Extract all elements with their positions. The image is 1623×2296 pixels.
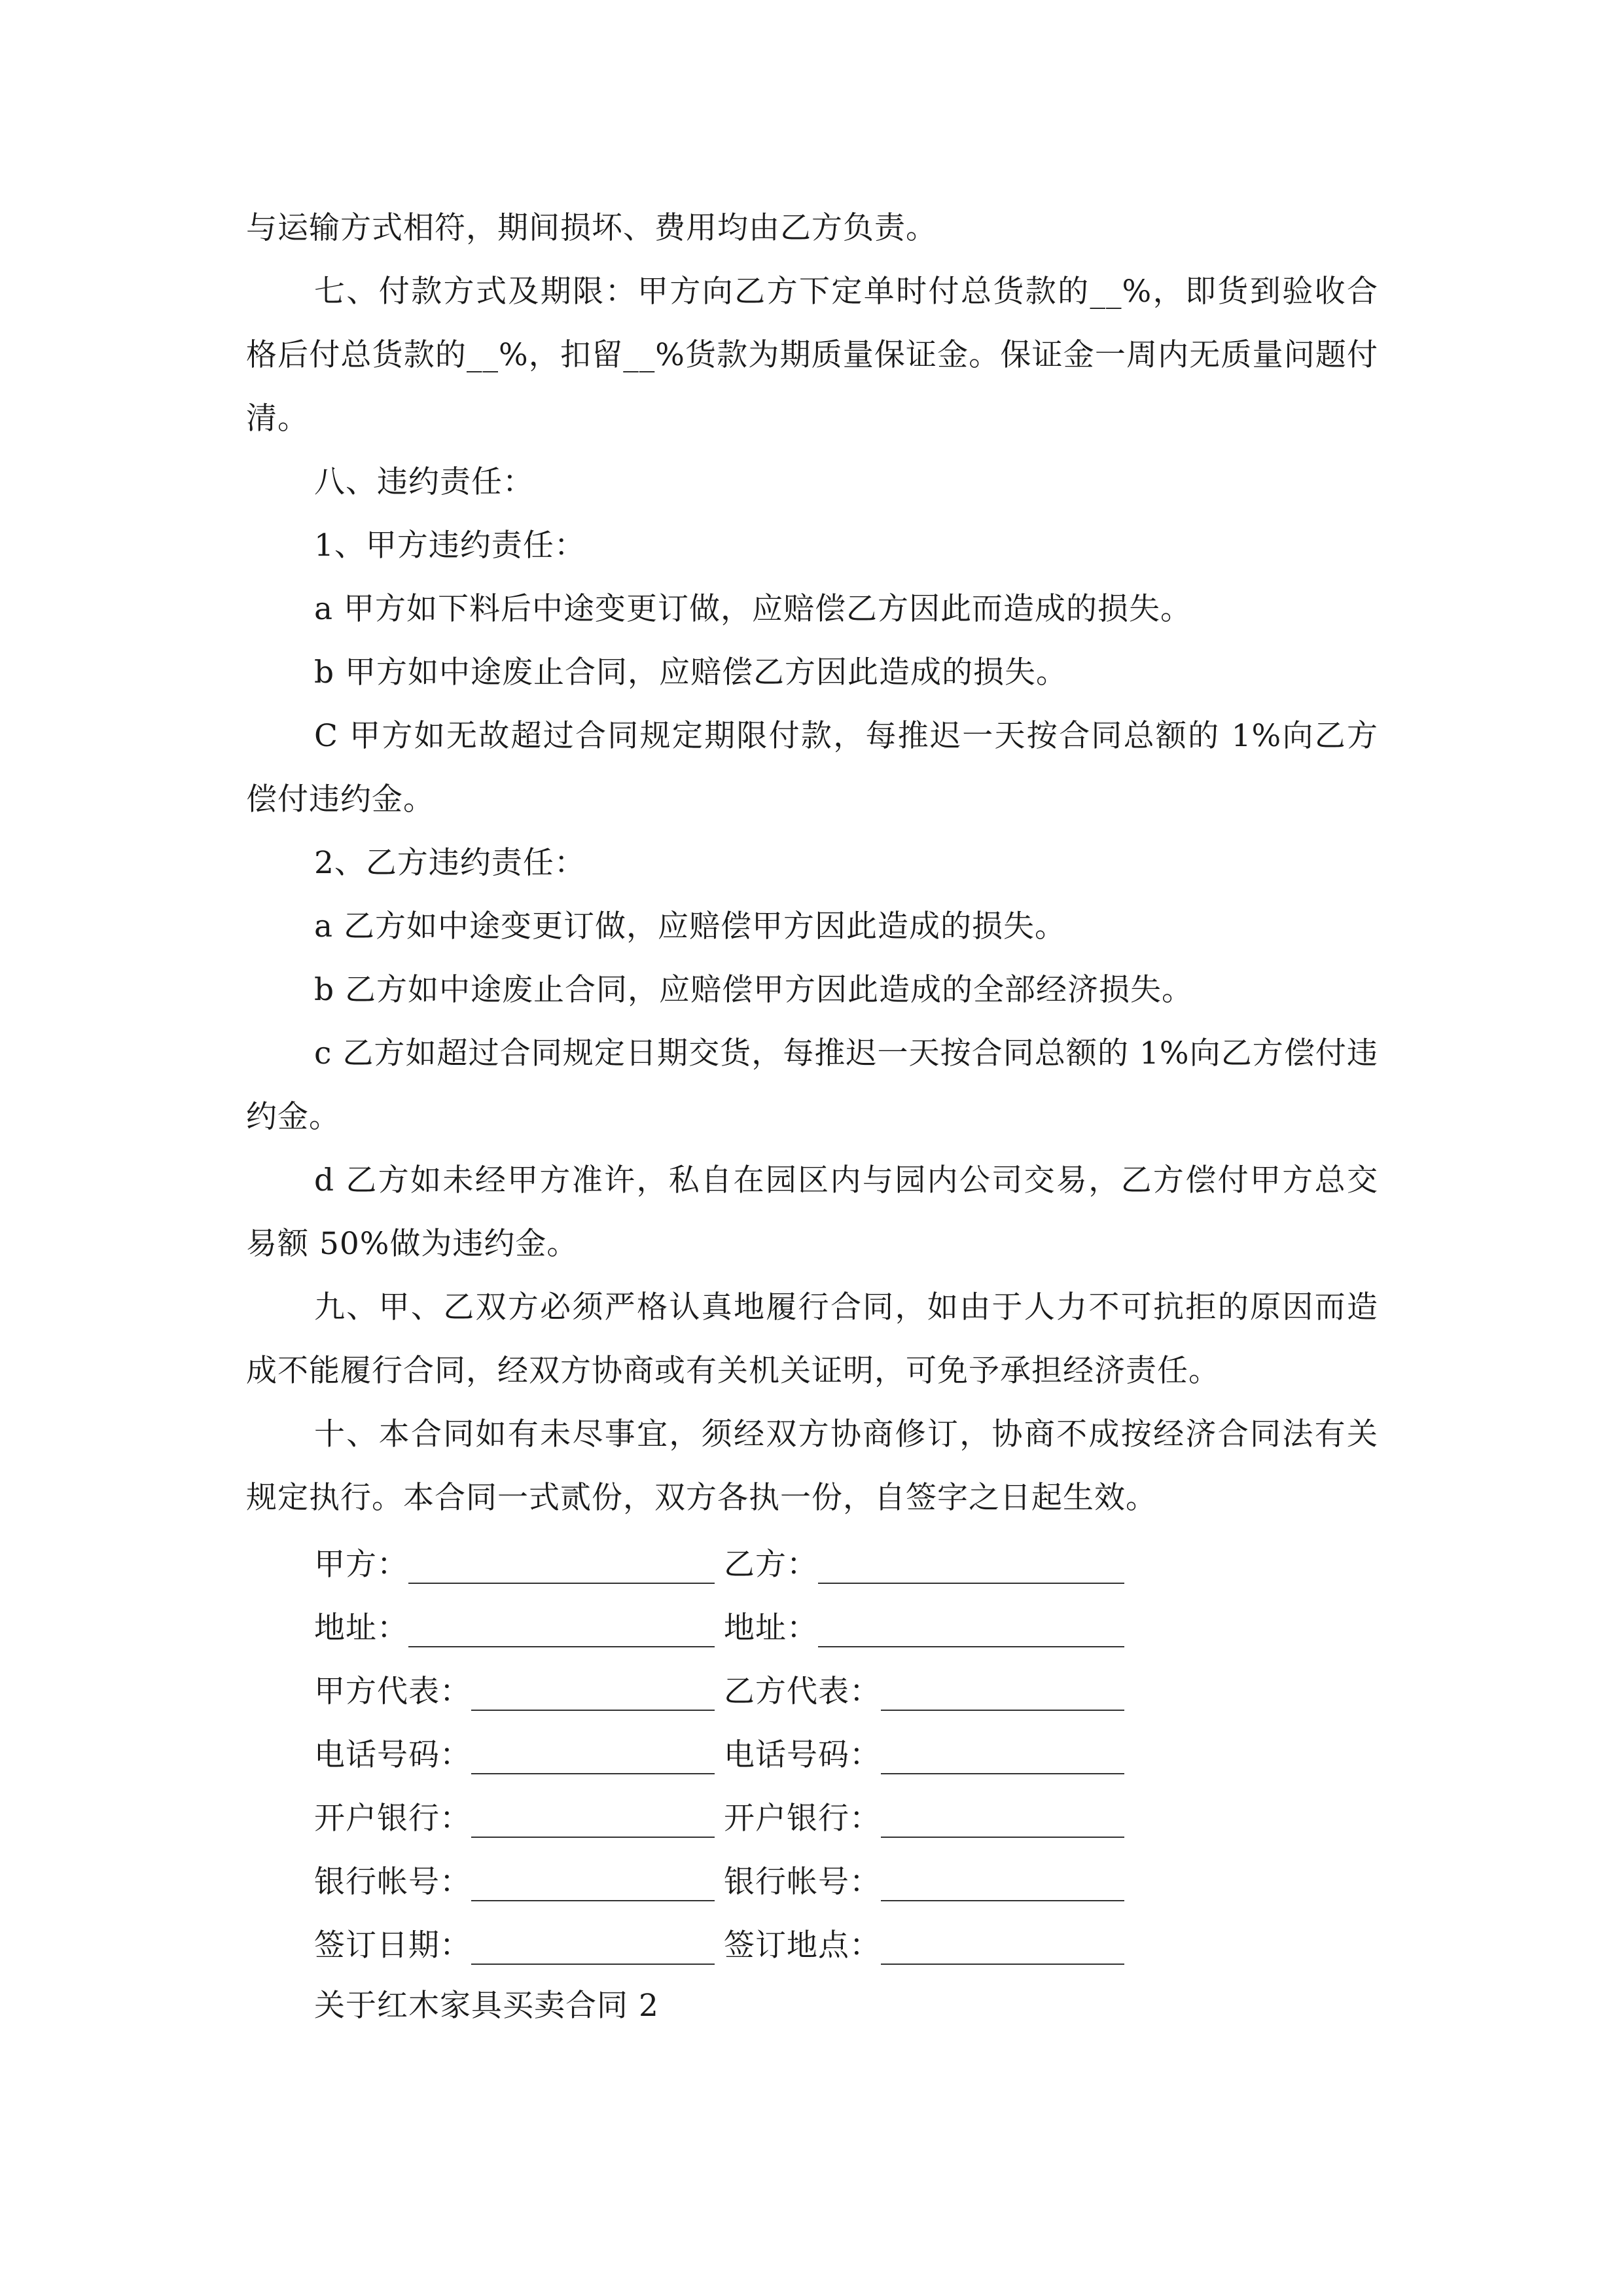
fill-in-line[interactable] — [818, 1556, 1124, 1584]
fill-in-line[interactable] — [881, 1874, 1124, 1901]
next-document-title: 关于红木家具买卖合同 2 — [314, 1988, 659, 2024]
bank-field-party-b[interactable] — [724, 1794, 1133, 1847]
fill-in-line[interactable] — [881, 1937, 1124, 1965]
signature-row — [314, 1530, 1378, 1593]
field-label: 乙方代表： — [724, 1674, 881, 1710]
field-label: 开户银行： — [314, 1801, 471, 1837]
signature-block — [314, 1530, 1378, 1974]
signature-row — [314, 1720, 1378, 1784]
clause-c-party-b: c 乙方如超过合同规定日期交货，每推迟一天按合同总额的 1%向乙方偿付违约金。 — [246, 1035, 1378, 1135]
bank-field-party-a[interactable] — [314, 1794, 724, 1847]
phone-field-party-b[interactable] — [724, 1731, 1133, 1784]
heading-breach-liability: 八、违约责任： — [314, 464, 534, 500]
signature-row — [314, 1657, 1378, 1720]
heading-party-b-breach: 2、乙方违约责任： — [314, 845, 586, 881]
fill-in-line[interactable] — [471, 1874, 715, 1901]
clause-c-party-a: C 甲方如无故超过合同规定期限付款，每推迟一天按合同总额的 1%向乙方偿付违约金。 — [246, 718, 1378, 817]
phone-field-party-a[interactable] — [314, 1731, 724, 1784]
fill-in-line[interactable] — [408, 1556, 715, 1584]
field-label: 地址： — [314, 1610, 408, 1646]
address-field-party-a[interactable] — [314, 1604, 724, 1657]
clause-b-party-a: b 甲方如中途废止合同，应赔偿乙方因此造成的损失。 — [314, 655, 1068, 691]
field-label: 开户银行： — [724, 1801, 881, 1837]
field-label: 银行帐号： — [314, 1864, 471, 1900]
field-label: 甲方： — [314, 1547, 408, 1583]
fill-in-line[interactable] — [408, 1620, 715, 1647]
field-label: 甲方代表： — [314, 1674, 471, 1710]
paragraph: 与运输方式相符，期间损坏、费用均由乙方负责。 — [246, 210, 937, 246]
fill-in-line[interactable] — [471, 1747, 715, 1774]
field-label: 银行帐号： — [724, 1864, 881, 1900]
location-field[interactable] — [724, 1921, 1133, 1974]
field-label: 地址： — [724, 1610, 818, 1646]
field-label: 签订地点： — [724, 1928, 881, 1964]
signature-field-party-b[interactable] — [724, 1540, 1133, 1593]
account-field-party-a[interactable] — [314, 1857, 724, 1910]
signature-field-party-a[interactable] — [314, 1540, 724, 1593]
signature-row — [314, 1784, 1378, 1847]
fill-in-line[interactable] — [881, 1810, 1124, 1838]
document-page — [246, 196, 1378, 2037]
clause-a-party-a: a 甲方如下料后中途变更订做，应赔偿乙方因此而造成的损失。 — [314, 591, 1192, 627]
signature-row — [314, 1910, 1378, 1974]
fill-in-line[interactable] — [881, 1683, 1124, 1711]
fill-in-line[interactable] — [471, 1810, 715, 1838]
representative-field-party-b[interactable] — [724, 1667, 1133, 1720]
paragraph-payment-terms: 七、付款方式及期限：甲方向乙方下定单时付总货款的__%，即货到验收合格后付总货款的__%，扣留__%货款为期质量保证金。保证金一周内无质量问题付清。 — [246, 274, 1378, 437]
signature-row — [314, 1847, 1378, 1910]
field-label: 乙方： — [724, 1547, 818, 1583]
address-field-party-b[interactable] — [724, 1604, 1133, 1657]
representative-field-party-a[interactable] — [314, 1667, 724, 1720]
field-label: 签订日期： — [314, 1928, 471, 1964]
paragraph-supplementary: 十、本合同如有未尽事宜，须经双方协商修订，协商不成按经济合同法有关规定执行。本合同一式贰份，双方各执一份，自签字之日起生效。 — [246, 1416, 1378, 1516]
fill-in-line[interactable] — [881, 1747, 1124, 1774]
heading-party-a-breach: 1、甲方违约责任： — [314, 528, 586, 564]
fill-in-line[interactable] — [471, 1937, 715, 1965]
date-field[interactable] — [314, 1921, 724, 1974]
fill-in-line[interactable] — [818, 1620, 1124, 1647]
contract-body — [246, 196, 1378, 1530]
field-label: 电话号码： — [314, 1737, 471, 1773]
clause-a-party-b: a 乙方如中途变更订做，应赔偿甲方因此造成的损失。 — [314, 908, 1066, 944]
clause-d-party-b: d 乙方如未经甲方准许，私自在园区内与园内公司交易，乙方偿付甲方总交易额 50%做为违约金。 — [246, 1162, 1378, 1262]
fill-in-line[interactable] — [471, 1683, 715, 1711]
clause-b-party-b: b 乙方如中途废止合同，应赔偿甲方因此造成的全部经济损失。 — [314, 972, 1194, 1008]
field-label: 电话号码： — [724, 1737, 881, 1773]
paragraph-force-majeure: 九、甲、乙双方必须严格认真地履行合同，如由于人力不可抗拒的原因而造成不能履行合同，经双方协商或有关机关证明，可免予承担经济责任。 — [246, 1289, 1378, 1389]
signature-row — [314, 1593, 1378, 1657]
account-field-party-b[interactable] — [724, 1857, 1133, 1910]
